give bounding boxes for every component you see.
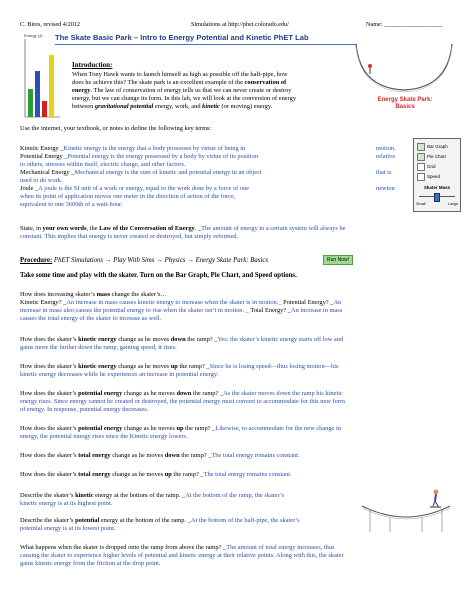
term-potential-line-2: to others, stresses within itself, electric charge, and other factors. <box>20 161 186 168</box>
law-emphasis: Law of the Conversation of Energy <box>99 225 195 232</box>
intro-line-5 <box>72 103 272 110</box>
question-text: change as he moves <box>110 452 165 459</box>
intro-emphasis: energy <box>72 87 91 94</box>
answer-drop-line-2: causing the skater to experience higher levels of potential and kinetic energy at their relative points. Along with this, the skater <box>20 552 344 559</box>
question-emphasis: total energy <box>78 471 111 478</box>
answer-label: Potential Energy? _ <box>281 299 334 306</box>
question-text: the ramp? _ <box>183 425 216 432</box>
header-site: Simulations at http://phet.colorado.edu/ <box>191 21 289 28</box>
checkbox-label: Pie Chart <box>427 154 446 159</box>
question-text: the ramp? _ <box>177 363 210 370</box>
term-mechanical <box>20 169 262 176</box>
question-text: change as he moves <box>116 336 171 343</box>
question-emphasis: total energy <box>78 452 111 459</box>
answer-text: At the bottom of the ramp, the skater’s <box>185 492 285 499</box>
question-text: Describe the skater’s <box>20 517 76 524</box>
answer-text: An increase in mass causes kinetic energy to increase when the skater is in motion._ <box>66 299 282 306</box>
answer-ke-down-line-2: gains more the further down the ramp, gaining speed, it rises. <box>20 344 177 351</box>
question-text: the ramp? _ <box>191 390 224 397</box>
sim-caption-line-1: Energy Skate Park: <box>377 97 433 103</box>
question-emphasis: up <box>176 425 184 432</box>
term-mechanical-tail: that is <box>376 169 392 176</box>
question-drop <box>20 544 335 551</box>
question-emphasis: down <box>170 336 186 343</box>
run-now-button[interactable]: Run Now! <box>323 255 353 265</box>
intro-emphasis: conservation of <box>244 79 287 86</box>
law-statement <box>20 225 346 232</box>
answer-ke-up-line-2: kinetic energy decreases while he experiences an increase in potential energy. <box>20 371 219 378</box>
sim-caption <box>355 97 455 111</box>
answer-text: An <box>333 299 342 306</box>
intro-text: energy, work, and <box>153 103 203 110</box>
term-kinetic-tail: motion. <box>376 145 396 152</box>
question-text: change as he moves <box>116 363 171 370</box>
intro-heading: Introduction: <box>72 61 113 69</box>
answer-text: increase in mass also causes the potential energy to rise when the skater isn’t in motion. _ <box>20 307 249 314</box>
skater-mass-label: Skater Mass <box>423 185 451 190</box>
procedure-label: Procedure: <box>20 257 53 264</box>
answer-text: The total energy remains constant. <box>203 471 292 478</box>
intro-line-3 <box>72 87 291 94</box>
law-text: . _ <box>194 225 202 232</box>
question-text: How does the skater’s <box>20 452 79 459</box>
sim-control-panel <box>413 138 461 212</box>
term-label: Kinetic Energy _ <box>20 145 64 152</box>
question-te-up <box>20 471 292 478</box>
pie-chart-checkbox[interactable] <box>417 152 448 162</box>
use-instruction: Use the internet, your textbook, or notes to define the following key terms: <box>20 125 212 132</box>
answer-drop-line-3: gains kinetic energy from the friction at the drop point. <box>20 560 161 567</box>
grid-checkbox[interactable] <box>417 162 448 172</box>
answer-ke-bottom-line-2: kinetic energy is at its highest point. <box>20 500 113 507</box>
question-emphasis: kinetic energy <box>78 363 117 370</box>
question-emphasis: up <box>170 363 178 370</box>
question-ke-bottom <box>20 492 284 499</box>
slider-large-label: Large <box>448 202 458 206</box>
answer-pe-up-line-2: energy, the potential energy rises since the Kinetic energy lowers. <box>20 433 188 440</box>
page-title: The Skate Basic Park – Intro to Energy Potential and Kinetic PhET Lab <box>55 33 309 42</box>
question-emphasis: mass <box>96 291 111 298</box>
question-text: change as he moves <box>122 425 177 432</box>
question-emphasis: kinetic energy <box>78 336 117 343</box>
question-text: How does the skater’s <box>20 390 79 397</box>
term-label: Potential Energy _ <box>20 153 68 160</box>
half-pipe-image <box>352 40 456 95</box>
question-emphasis: down <box>176 390 192 397</box>
answer-text: An increase in mass <box>290 307 343 314</box>
law-text: , the <box>86 225 100 232</box>
question-text: change the skater’s… <box>110 291 167 298</box>
question-pe-up <box>20 425 341 432</box>
checkbox-label: Bar Graph <box>427 144 448 149</box>
intro-emphasis: gravitational potential <box>94 103 154 110</box>
term-potential <box>20 153 258 160</box>
checkbox-label: Grid <box>427 164 436 169</box>
law-answer-line-2: constant. This implies that energy is never created or destroyed, but simply reformed. <box>20 233 239 240</box>
procedure-path: PhET Simulations → Play With Sims → Physics → Energy Skate Park: Basics <box>52 257 268 264</box>
term-potential-tail: relative <box>376 153 396 160</box>
term-mechanical-line-2: used to do work. <box>20 177 63 184</box>
answer-text: At the bottom of the half-pipe, the skater’s <box>190 517 300 524</box>
question-ke-up <box>20 363 339 370</box>
question-text: the ramp? _ <box>171 471 204 478</box>
header-name-label: Name: ___________________ <box>366 21 443 28</box>
law-text: State, in <box>20 225 43 232</box>
term-joule-line-2: when its point of application moves one meter in the direction of action of the force, <box>20 193 236 200</box>
intro-emphasis: kinetic <box>202 103 220 110</box>
checkbox-icon <box>417 153 425 161</box>
term-definition: Potential energy is the energy possessed by a body by virtue of its position <box>67 153 259 160</box>
question-ke-down <box>20 336 343 343</box>
procedure-line <box>20 257 268 264</box>
intro-text: does he achieve this? The skate park is an excellent example of the <box>72 79 245 86</box>
answer-text: The total energy remains constant. <box>211 452 300 459</box>
slider-small-label: Small <box>416 202 426 206</box>
term-joule <box>20 185 249 192</box>
answer-text: As the skater moves down the ramp his kinetic <box>223 390 343 397</box>
question-emphasis: up <box>164 471 172 478</box>
mass-slider-thumb[interactable] <box>434 193 440 202</box>
term-joule-line-3: equivalent to one 3600th of a watt-hour. <box>20 201 123 208</box>
question-emphasis: down <box>164 452 180 459</box>
question-text: What happens when the skater is dropped onto the ramp from above the ramp? _ <box>20 544 227 551</box>
answer-mass-line-3: causes the total energy of the skater to increase as well. <box>20 315 162 322</box>
answer-mass-line-1 <box>20 299 341 306</box>
question-emphasis: potential <box>75 517 100 524</box>
law-answer: The amount of energy in a certain system will always be <box>201 225 346 232</box>
question-text: How does increasing skater’s <box>20 291 97 298</box>
bar-graph-checkbox[interactable] <box>417 142 448 152</box>
intro-text: between <box>72 103 95 110</box>
term-kinetic <box>20 145 245 152</box>
intro-line-1: When Tony Hawk wants to launch himself as high as possible off the half-pipe, how <box>72 71 288 78</box>
answer-text: Since he is losing speed—thus losing motion—his <box>209 363 339 370</box>
question-text: change as he moves <box>122 390 177 397</box>
energy-bar-graph-image <box>22 31 62 119</box>
take-time-instruction: Take some time and play with the skater. Turn on the Bar Graph, Pie Chart, and Speed options. <box>20 272 297 279</box>
speed-checkbox[interactable] <box>417 172 448 182</box>
intro-text: . The law of conservation of energy tells us that we can never create or destroy <box>90 87 292 94</box>
checkbox-icon <box>417 143 425 151</box>
intro-line-4: energy, but we can change its form. In this lab, we will look at the conversion of energy <box>72 95 297 102</box>
checkbox-icon <box>417 173 425 181</box>
term-definition: Mechanical energy is the sum of kinetic and potential energy in an object <box>74 169 262 176</box>
header-author: C. Bires, revised 4/2012 <box>20 21 80 28</box>
term-joule-tail: newton <box>376 185 395 192</box>
title-rule <box>55 44 357 45</box>
question-text: energy at the bottom of the ramp. _ <box>99 517 191 524</box>
question-emphasis: potential energy <box>78 425 123 432</box>
question-text: change as he moves <box>110 471 165 478</box>
question-text: How does the skater’s <box>20 425 79 432</box>
question-text: How does the skater’s <box>20 363 79 370</box>
answer-mass-line-2 <box>20 307 342 314</box>
term-label: Mechanical Energy _ <box>20 169 75 176</box>
question-text: How does the skater’s <box>20 336 79 343</box>
answer-label: Total Energy? _ <box>248 307 291 314</box>
intro-line-2 <box>72 79 286 86</box>
term-label: Joule _ <box>20 185 39 192</box>
term-definition: Kinetic energy is the energy that a body possesses by virtue of being in <box>63 145 246 152</box>
question-text: the ramp? _ <box>185 336 218 343</box>
answer-pe-down-line-3: of energy. In response, potential energy decreases. <box>20 406 149 413</box>
question-te-down <box>20 452 300 459</box>
law-emphasis: your own words <box>42 225 87 232</box>
question-text: energy at the bottom of the ramp. _ <box>93 492 186 499</box>
question-mass <box>20 291 167 298</box>
answer-pe-bottom-line-2: potential energy is at its lowest point. <box>20 525 116 532</box>
answer-pe-down-line-2: energy rises. Since energy cannot be created or destroyed, the potential energy must convert to accommodate for this new form <box>20 398 345 405</box>
term-definition: A joule is the SI unit of a work or energy, equal to the work done by a force of one <box>38 185 250 192</box>
question-emphasis: potential energy <box>78 390 123 397</box>
question-text: Describe the skater’s <box>20 492 76 499</box>
question-text: the ramp? _ <box>179 452 212 459</box>
checkbox-icon <box>417 163 425 171</box>
question-text: How does the skater’s <box>20 471 79 478</box>
sim-caption-line-2: Basics <box>395 104 415 110</box>
answer-text: Yes: the skater’s kinetic energy starts off low and <box>217 336 344 343</box>
skater-image <box>360 488 452 534</box>
checkbox-label: Speed <box>427 174 441 179</box>
answer-text: Likewise, to accommodate for the new change in <box>215 425 341 432</box>
question-pe-bottom <box>20 517 300 524</box>
question-pe-down <box>20 390 343 397</box>
question-emphasis: kinetic <box>75 492 94 499</box>
bar-graph-label: Energy (J) <box>24 33 43 38</box>
intro-text: (or moving) energy. <box>219 103 273 110</box>
answer-label: Kinetic Energy? _ <box>20 299 67 306</box>
answer-text: The amount of total energy increases, thus <box>226 544 335 551</box>
